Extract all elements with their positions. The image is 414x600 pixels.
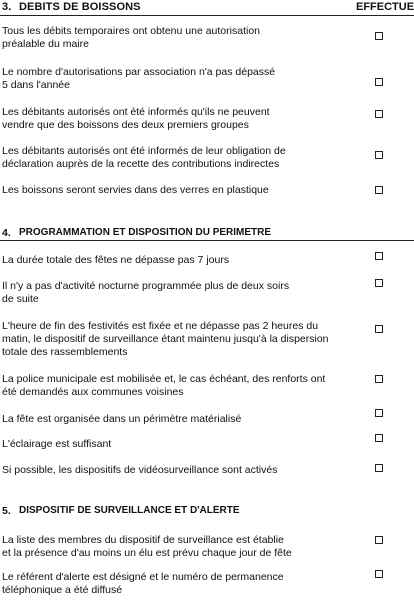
checklist-item-text: Le référent d'alerte est désigné et le numéro de permanence téléphonique a été diffusé bbox=[2, 571, 284, 596]
section-3-title: DEBITS DE BOISSONS bbox=[19, 1, 141, 13]
checklist-item-text: Tous les débits temporaires ont obtenu une autorisation préalable du maire bbox=[2, 25, 260, 50]
section-5-title: DISPOSITIF DE SURVEILLANCE ET D'ALERTE bbox=[19, 505, 240, 516]
checklist-checkbox[interactable] bbox=[375, 536, 383, 544]
checklist-checkbox[interactable] bbox=[375, 409, 383, 417]
checklist-item-text: Les débitants autorisés ont été informés qu'ils ne peuvent vendre que des boissons des deux premiers groupes bbox=[2, 106, 270, 131]
checklist-checkbox[interactable] bbox=[375, 78, 383, 86]
section-5-number: 5. bbox=[2, 505, 11, 517]
checklist-checkbox[interactable] bbox=[375, 434, 383, 442]
checklist-item-text: L'éclairage est suffisant bbox=[2, 438, 112, 450]
checklist-item-text: Les débitants autorisés ont été informés de leur obligation de déclaration auprès de la recette des contributions indirectes bbox=[2, 145, 286, 170]
section-4-number: 4. bbox=[2, 227, 11, 239]
checklist-item-text: Les boissons seront servies dans des verres en plastique bbox=[2, 184, 269, 196]
checklist-checkbox[interactable] bbox=[375, 151, 383, 159]
checklist-item-text: La durée totale des fêtes ne dépasse pas 7 jours bbox=[2, 254, 230, 266]
checklist-item-text: Il n'y a pas d'activité nocturne programmée plus de deux soirs de suite bbox=[2, 280, 290, 305]
checklist-item-text: Si possible, les dispositifs de vidéosurveillance sont activés bbox=[2, 464, 278, 476]
checklist-checkbox[interactable] bbox=[375, 325, 383, 333]
checklist-item-text: Le nombre d'autorisations par association n'a pas dépassé 5 dans l'année bbox=[2, 66, 276, 91]
section-3-number: 3. bbox=[2, 1, 12, 13]
section-4-header bbox=[0, 227, 414, 241]
checklist-item-text: La police municipale est mobilisée et, le cas échéant, des renforts ont été demandés aux communes voisines bbox=[2, 373, 326, 398]
status-column-header: EFFECTUE bbox=[356, 1, 414, 13]
checklist-item-text: L'heure de fin des festivités est fixée et ne dépasse pas 2 heures du matin, le dispositif de surveillance étant maintenu jusqu'à la dispersion totale des rassemblements bbox=[2, 320, 329, 358]
checklist-checkbox[interactable] bbox=[375, 570, 383, 578]
section-3-header bbox=[0, 0, 414, 16]
checklist-item-text: La liste des membres du dispositif de surveillance est établie et la présence d'au moins un élu est prévu chaque jour de fête bbox=[2, 534, 292, 559]
checklist-checkbox[interactable] bbox=[375, 464, 383, 472]
checklist-checkbox[interactable] bbox=[375, 375, 383, 383]
checklist-item-text: La fête est organisée dans un périmètre matérialisé bbox=[2, 413, 242, 425]
checklist-checkbox[interactable] bbox=[375, 252, 383, 260]
checklist-checkbox[interactable] bbox=[375, 186, 383, 194]
checklist-checkbox[interactable] bbox=[375, 279, 383, 287]
checklist-checkbox[interactable] bbox=[375, 110, 383, 118]
section-4-title: PROGRAMMATION ET DISPOSITION DU PERIMETRE bbox=[19, 227, 272, 238]
section-5-header bbox=[0, 505, 414, 518]
checklist-checkbox[interactable] bbox=[375, 32, 383, 40]
